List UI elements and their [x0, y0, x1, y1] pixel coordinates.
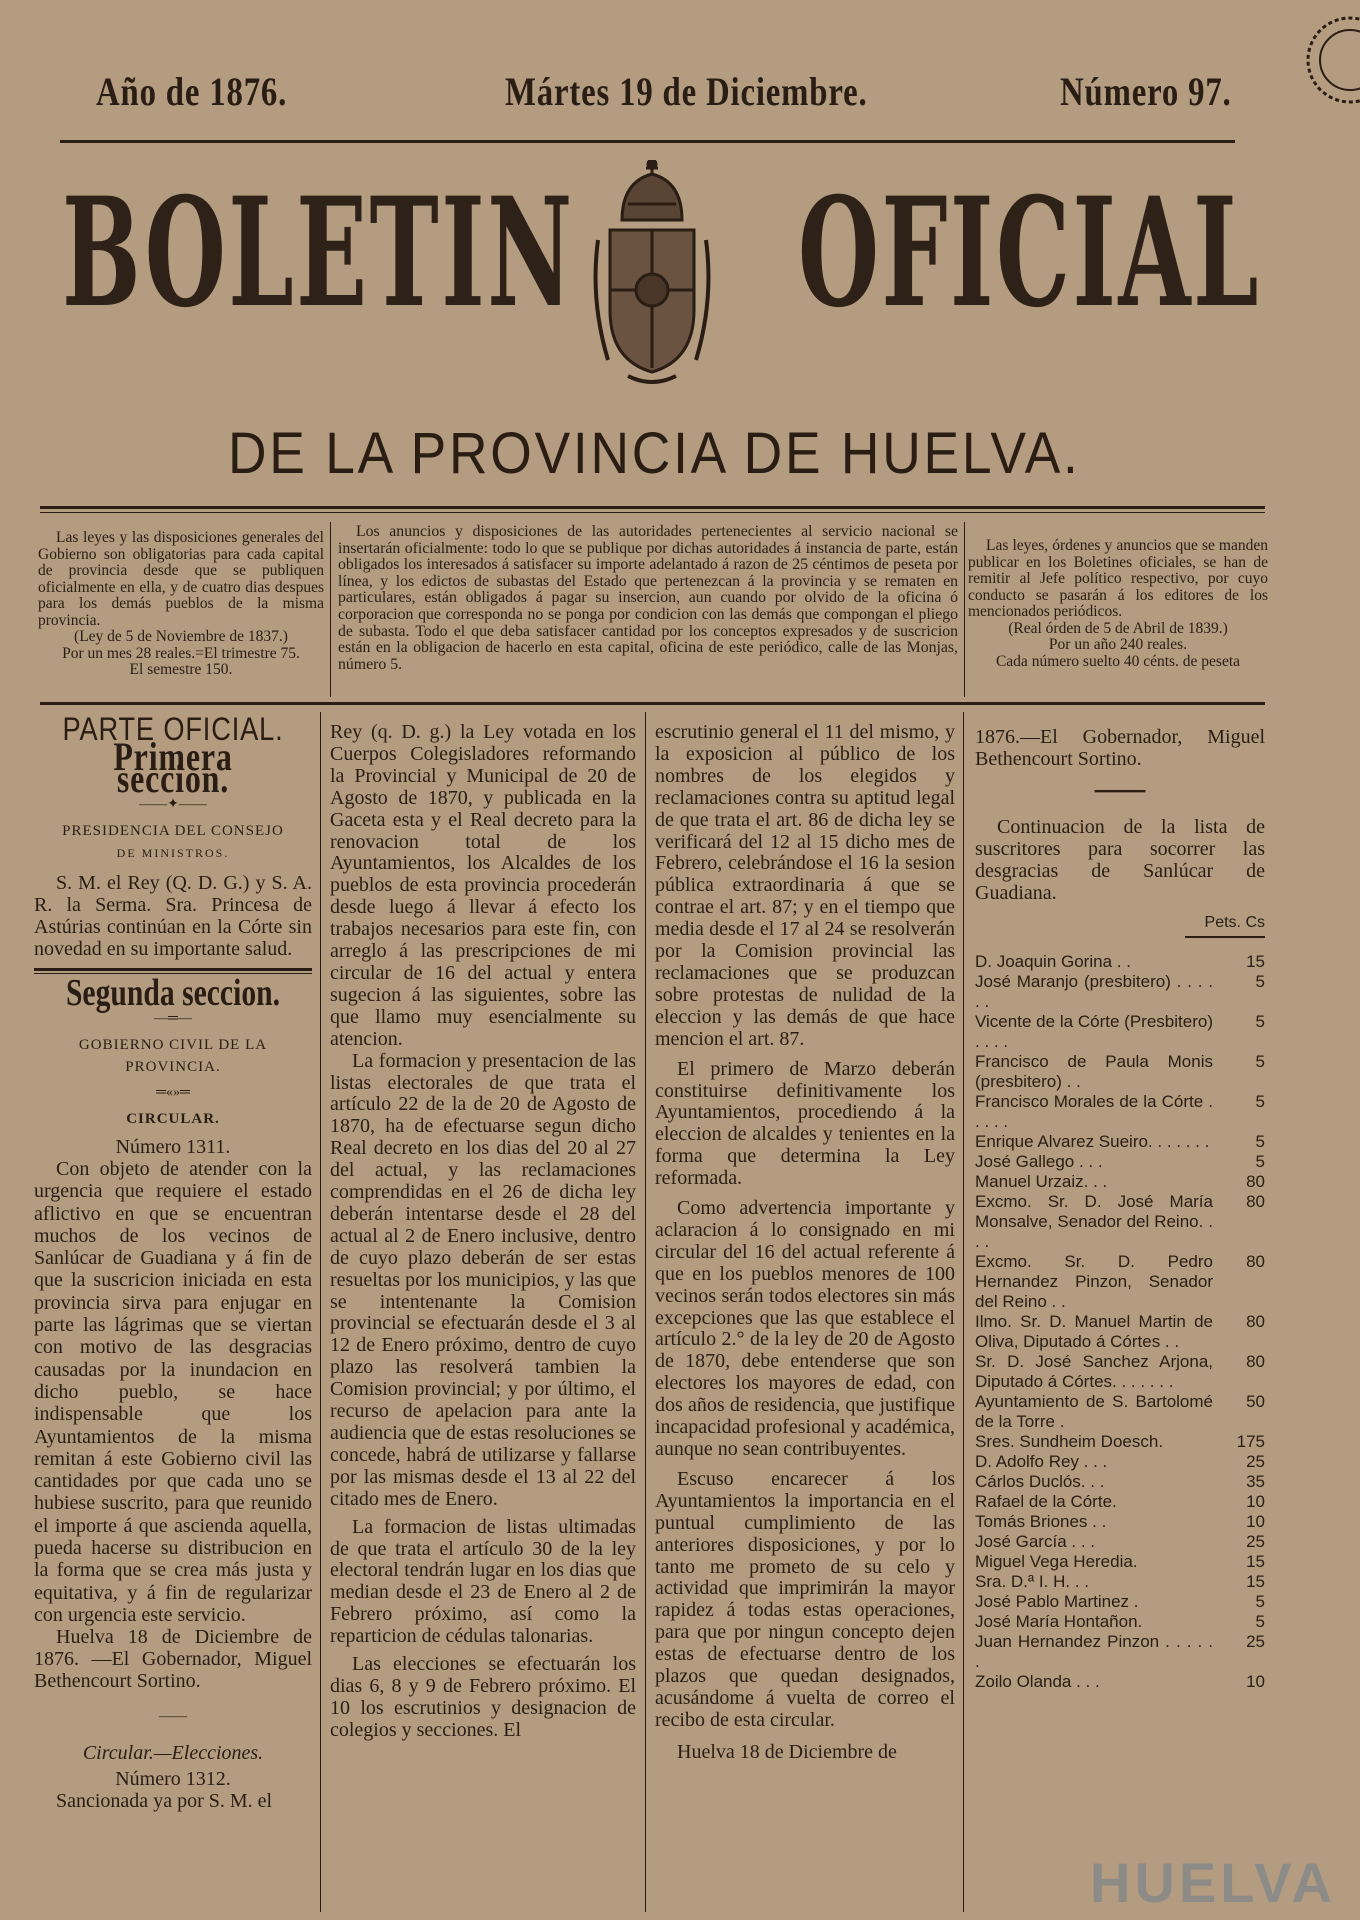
list-item — [975, 952, 1265, 972]
circular-heading: CIRCULAR. — [126, 1111, 220, 1127]
list-item — [975, 1672, 1265, 1692]
list-item — [975, 1632, 1265, 1672]
subscriber-name: José Gallego . . . — [975, 1152, 1103, 1171]
list-item — [975, 1612, 1265, 1632]
info-left-text: Las leyes y las disposiciones generales del Gobierno son obligatorias para cada capital de provincia desde que se publiquen oficialmente en ella, y de cuatro dias despues para los demás pueblos de la misma provincia. — [38, 529, 324, 629]
ministros-subheading: DE MINISTROS. — [116, 846, 230, 860]
subscriber-amount: 5 — [1255, 1012, 1265, 1031]
list-item — [975, 1552, 1265, 1572]
issue-number: Número 97. — [1060, 69, 1232, 114]
col3-paragraph-1: escrutinio general el 11 del mismo, y la exposicion al público de los nombres de los elegidos y reclamaciones contra su aptitud legal de que trata el art. 86 de dicha ley se verificará del 12 al 15 dicho mes de Febrero, celebrándose el 16 la sesion pública extraordinaria á que se contrae el art. 87; y en el tiempo que media desde el 17 al 24 se resolverán por la Comision provincial las reclamaciones que se produzcan sobre protestas de nulidad de la eleccion y las demás de que hace mencion el art. 87. — [655, 721, 955, 1050]
subscriber-amount: 35 — [1246, 1472, 1265, 1491]
ornament-divider-2: —═— — [154, 1011, 192, 1026]
info-right-orden: (Real órden de 5 de Abril de 1839.) — [1008, 619, 1228, 637]
info-right-price: Por un año 240 reales. — [1048, 636, 1188, 653]
list-item — [975, 972, 1265, 1012]
list-item — [975, 1092, 1265, 1132]
subscriber-amount: 25 — [1246, 1532, 1265, 1551]
suscritores-list — [975, 952, 1265, 1692]
column-3 — [655, 722, 955, 1764]
info-right-suelto: Cada número suelto 40 cénts. de peseta — [995, 652, 1241, 670]
subscriber-amount: 10 — [1246, 1492, 1265, 1511]
col2-paragraph-1: Rey (q. D. g.) la Ley votada en los Cuerpos Colegisladores reformando la Provincial y Municipal de 20 de Agosto de 1870, y publicada en la Gaceta esta y el Real decreto para la renovacion total de los Ayuntamientos, los Alcaldes de los pueblos de esta provincia procederán desde luego á llevar á efecto los trabajos necesarios para este fin, con arreglo á las prescripciones de mi circular de 16 del actual y entera sugecion á las siguientes, sobre las que llamo muy esencialmente su atencion. — [330, 721, 636, 1050]
subscriber-amount: 5 — [1255, 1612, 1265, 1631]
subscriber-amount: 15 — [1246, 1572, 1265, 1591]
ornament-divider-4: —— — [159, 1709, 187, 1725]
subscriber-amount: 10 — [1246, 1672, 1265, 1691]
list-item — [975, 1572, 1265, 1592]
ornament-divider: ——✦—— — [139, 797, 207, 812]
subscriber-amount: 5 — [1255, 972, 1265, 991]
info-center-text: Los anuncios y disposiciones de las autoridades pertenecientes al servicio nacional se insertarán oficialmente: todo lo que se publique por dichas autoridades á instancia de parte, están obligados los interesados á satisfacer su importe adelantado á razon de 25 céntimos de peseta por línea, y los edictos de subastas del Estado que pertenezcan á la provincia y se rematen en particulares, están obligados á pagar su insercion, aun cuando por olvido de la oficina ó corporacion que corresponda no se ponga por condicion con las demás que compongan el pliego de subasta. Todo el que deba satisfacer cantidad por los conceptos expresados y de suscricion están en la obligacion de hacerlo en esta capital, oficina de este periódico, calle de las Monjas, número 5. — [338, 523, 958, 673]
list-item — [975, 1452, 1265, 1472]
column-divider-1 — [320, 712, 321, 1912]
info-left-price2: El semestre 150. — [129, 661, 233, 678]
col3-paragraph-5: Huelva 18 de Diciembre de — [677, 1740, 897, 1763]
royal-coat-of-arms-icon — [588, 160, 716, 390]
col3-paragraph-3: Como advertencia importante y aclaracion á lo consignado en mi circular del 16 del actual referente á que en los pueblos menores de 100 vecinos serán todos electores sin más excepciones que las que establece el artículo 2.° de la ley de 20 de Agosto de 1870, debe entenderse que son electores los mayores de edad, con dos años de residencia, que justifique incapacidad profesional y académica, aunque no sean contribuyentes. — [655, 1197, 955, 1460]
subscriber-name: Juan Hernandez Pinzon . . . . . . — [975, 1632, 1213, 1671]
subscriber-name: Excmo. Sr. D. José María Monsalve, Senador del Reino. . . . — [975, 1192, 1213, 1251]
subscriber-name: Miguel Vega Heredia. — [975, 1552, 1138, 1571]
col4-signature: 1876.—El Gobernador, Miguel Bethencourt Sortino. — [975, 726, 1265, 770]
info-divider-2 — [964, 522, 965, 697]
info-left-ley: (Ley de 5 de Noviembre de 1837.) — [74, 628, 288, 645]
pets-column-heading: Pets. Cs — [1204, 914, 1265, 931]
info-left-block — [38, 530, 324, 679]
info-center-block — [338, 524, 958, 673]
circular-signature: Huelva 18 de Diciembre de 1876. —El Gobernador, Miguel Bethencourt Sortino. — [34, 1626, 312, 1693]
subscriber-amount: 80 — [1246, 1252, 1265, 1271]
year-label: Año de 1876. — [96, 69, 288, 114]
column-divider-2 — [645, 712, 646, 1912]
info-bottom-rule — [40, 702, 1265, 705]
subscriber-name: Excmo. Sr. D. Pedro Hernandez Pinzon, Senador del Reino . . — [975, 1252, 1213, 1311]
primera-seccion-heading: Primera seccion. — [113, 734, 233, 801]
subscriber-name: D. Adolfo Rey . . . — [975, 1452, 1108, 1471]
sancionada-text: Sancionada ya por S. M. el — [56, 1790, 273, 1813]
info-right-text: Las leyes, órdenes y anuncios que se manden publicar en los Boletines oficiales, se han de remitir al Jefe político respectivo, por cuyo conducto se pasarán á los editores de los mencionados periódicos. — [968, 537, 1268, 620]
subscriber-amount: 80 — [1246, 1352, 1265, 1371]
info-divider-1 — [330, 522, 331, 697]
subscriber-name: Zoilo Olanda . . . — [975, 1672, 1100, 1691]
segunda-seccion-heading: Segunda seccion. — [65, 972, 281, 1014]
list-item — [975, 1252, 1265, 1312]
subscriber-name: Tomás Briones . . — [975, 1512, 1107, 1531]
info-top-rule-thin — [40, 512, 1265, 513]
parte-oficial-heading: PARTE OFICIAL. — [62, 711, 284, 747]
circular-elecciones-number: Número 1312. — [115, 1768, 231, 1791]
subscriber-name: Rafael de la Córte. — [975, 1492, 1117, 1511]
col2-paragraph-3: La formacion de listas ultimadas de que trata el artículo 30 de la ley electoral tendrán lugar en los dias que median desde el 23 de Enero al 2 de Febrero próximo, así como la reparticion de cédulas talonarias. — [330, 1515, 636, 1648]
header-rule — [60, 140, 1235, 143]
subscriber-amount: 175 — [1236, 1432, 1265, 1451]
subscriber-amount: 80 — [1246, 1192, 1265, 1211]
column-divider-3 — [963, 712, 964, 1912]
list-item — [975, 1152, 1265, 1172]
archive-stamp-seal — [1290, 10, 1360, 110]
col3-paragraph-2: El primero de Marzo deberán constituirse definitivamente los Ayuntamientos, procediendo á la eleccion de alcaldes y tenientes en la forma que determina la Ley reformada. — [655, 1057, 955, 1190]
masthead-oficial: OFICIAL — [798, 165, 1261, 341]
subscriber-name: José García . . . — [975, 1532, 1095, 1551]
circular-number: Número 1311. — [115, 1136, 231, 1158]
subscriber-name: Sr. D. José Sanchez Arjona, Diputado á Córtes. . . . . . . — [975, 1352, 1213, 1391]
subscriber-name: José Maranjo (presbitero) . . . . . . — [975, 972, 1213, 1011]
pets-rule — [1185, 936, 1265, 938]
info-top-rule — [40, 506, 1265, 509]
continuacion-text: Continuacion de la lista de suscritores para socorrer las desgracias de Sanlúcar de Guadiana. — [975, 816, 1265, 904]
subscriber-amount: 10 — [1246, 1512, 1265, 1531]
list-item — [975, 1512, 1265, 1532]
list-item — [975, 1392, 1265, 1432]
col2-paragraph-4: Las elecciones se efectuarán los dias 6, 8 y 9 de Febrero próximo. El 10 los escrutinios y designacion de colegios y secciones. El — [330, 1653, 636, 1741]
subscriber-amount: 5 — [1255, 1152, 1265, 1171]
col3-paragraph-4: Escuso encarecer á los Ayuntamientos la importancia en el puntual cumplimiento de las anteriores disposiciones, y por lo tanto me prometo de su celo y actividad que imprimirán la mayor rapidez á todas estas operaciones, para que por ningun concepto dejen estas de efectuarse dentro de los plazos que quedan designados, acusándome á vuelta de correo el recibo de esta circular. — [655, 1467, 955, 1731]
masthead-subtitle: DE LA PROVINCIA DE HUELVA. — [228, 421, 1081, 486]
circular-text: Con objeto de atender con la urgencia que requiere el estado aflictivo en que se encuentran muchos de los vecinos de Sanlúcar de Guadiana y á fin de que la suscricion iniciada en esta provincia sirva para enjugar en parte las lágrimas que se viertan con motivo de las desgracias causadas por la inundacion en dicho pueblo, se hace indispensable que los Ayuntamientos de la misma remitan á este Gobierno civil las cantidades por que cada uno se hubiese suscrito, para que reunido el importe á que ascienda aquella, pueda hacerse su distribucion en la forma que se crea más justa y equitativa, y á fin de regularizar con urgencia este servicio. — [34, 1158, 312, 1626]
list-item — [975, 1352, 1265, 1392]
subscriber-name: Sres. Sundheim Doesch. — [975, 1432, 1164, 1451]
presidencia-heading: PRESIDENCIA DEL CONSEJO — [62, 823, 284, 839]
subscriber-name: Sra. D.ª I. H. . . — [975, 1572, 1089, 1591]
subscriber-amount: 50 — [1246, 1392, 1265, 1411]
subscriber-name: Francisco de Paula Monis (presbitero) . . — [975, 1052, 1213, 1091]
subscriber-amount: 80 — [1246, 1312, 1265, 1331]
subscriber-name: Vicente de la Córte (Presbitero) . . . . — [975, 1012, 1213, 1051]
subscriber-amount: 5 — [1255, 1052, 1265, 1071]
column-4 — [975, 726, 1265, 1692]
subscriber-amount: 15 — [1246, 952, 1265, 971]
subscriber-name: Enrique Alvarez Sueiro. . . . . . . — [975, 1132, 1210, 1151]
list-item — [975, 1592, 1265, 1612]
list-item — [975, 1052, 1265, 1092]
masthead-boletin: BOLETIN — [62, 165, 575, 341]
list-item — [975, 1472, 1265, 1492]
list-item — [975, 1132, 1265, 1152]
gobierno-civil-heading: GOBIERNO CIVIL DE LA PROVINCIA. — [78, 1037, 268, 1075]
subscriber-amount: 5 — [1255, 1592, 1265, 1611]
archive-watermark: HUELVA — [1090, 1851, 1336, 1914]
subscriber-amount: 5 — [1255, 1132, 1265, 1151]
subscriber-amount: 25 — [1246, 1452, 1265, 1471]
list-item — [975, 1172, 1265, 1192]
subscriber-amount: 25 — [1246, 1632, 1265, 1651]
list-item — [975, 1192, 1265, 1252]
circular-elecciones-heading: Circular.—Elecciones. — [82, 1742, 264, 1765]
subscriber-name: Ayuntamiento de S. Bartolomé de la Torre . — [975, 1392, 1213, 1431]
list-item — [975, 1492, 1265, 1512]
column-1 — [34, 711, 312, 1813]
info-right-block — [968, 538, 1268, 670]
subscriber-name: Cárlos Duclós. . . — [975, 1472, 1105, 1491]
subscriber-amount: 5 — [1255, 1092, 1265, 1111]
ornament-divider-5: ━━━━━━ — [1094, 785, 1146, 800]
subscriber-name: D. Joaquin Gorina . . — [975, 952, 1131, 971]
subscriber-name: Manuel Urzaiz. . . — [975, 1172, 1108, 1191]
subscriber-amount: 80 — [1246, 1172, 1265, 1191]
subscriber-name: José Pablo Martinez . — [975, 1592, 1139, 1611]
column-2 — [330, 722, 636, 1742]
presidencia-text: S. M. el Rey (Q. D. G.) y S. A. R. la Serma. Sra. Princesa de Astúrias continúan en la Córte sin novedad en su importante salud. — [34, 872, 312, 960]
list-item — [975, 1532, 1265, 1552]
col2-paragraph-2: La formacion y presentacion de las listas electorales de que trata el artículo 22 de la de 20 de Agosto de 1870, ha de efectuarse segun dicho Real decreto en los dias del 20 al 27 del actual, y las reclamaciones comprendidas en el 26 de dicha ley deberán intentarse desde el 28 del actual al 2 de Enero inclusive, dentro de cuyo plazo deberán de ser estas resueltas por los municipios, y las que se intentenante la Comision provincial se efectuarán desde el 3 al 12 de Enero próximo, dentro de cuyo plazo las resolverá tambien la Comision provincial; y por último, el recurso de apelacion para ante la audiencia que de estas resoluciones se concede, habrá de utilizarse y fallarse por las mismas desde el 13 al 22 del citado mes de Enero. — [330, 1049, 636, 1510]
list-item — [975, 1012, 1265, 1052]
info-left-price1: Por un mes 28 reales.=El trimestre 75. — [62, 644, 300, 662]
ornament-divider-3: ═«»═ — [156, 1085, 190, 1100]
subscriber-name: Francisco Morales de la Córte . . . . . — [975, 1092, 1213, 1131]
date-label: Mártes 19 de Diciembre. — [505, 69, 868, 114]
subscriber-amount: 15 — [1246, 1552, 1265, 1571]
list-item — [975, 1432, 1265, 1452]
subscriber-name: José María Hontañon. — [975, 1612, 1143, 1631]
subscriber-name: Ilmo. Sr. D. Manuel Martin de Oliva, Diputado á Córtes . . — [975, 1312, 1213, 1351]
list-item — [975, 1312, 1265, 1352]
